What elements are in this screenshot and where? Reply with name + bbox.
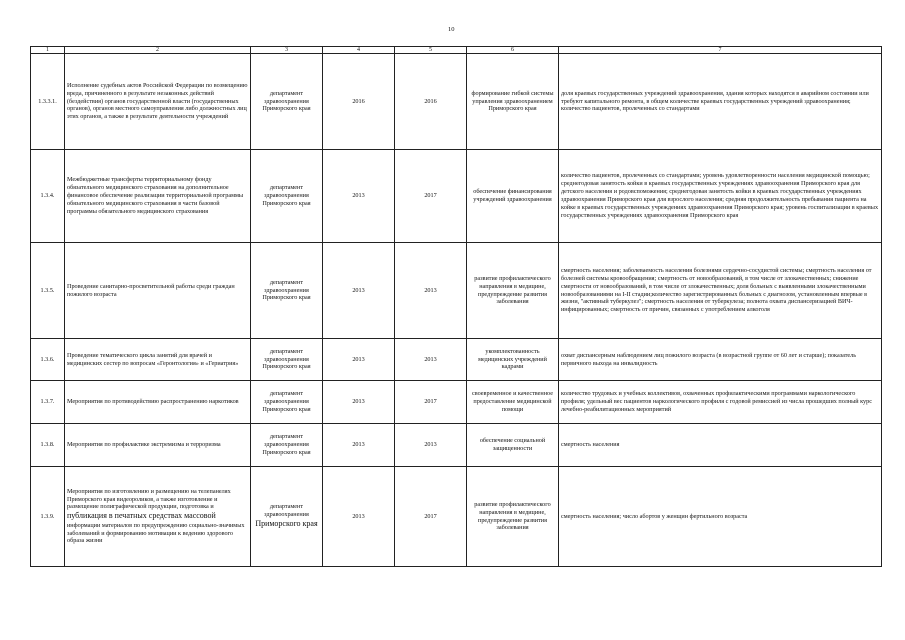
row-number: 1.3.6. bbox=[31, 339, 65, 381]
header-cell: 1 bbox=[31, 47, 65, 54]
measure-name: Проведение санитарно-просветительной работы среди граждан пожилого возраста bbox=[65, 243, 251, 339]
executor: департамент здравоохранения Приморского края bbox=[251, 54, 323, 150]
table-row bbox=[31, 243, 882, 339]
expected-result: укомплектованность медицинских учреждений кадрами bbox=[467, 339, 559, 381]
table-row bbox=[31, 339, 882, 381]
expected-result: развитие профилактического направления в медицине, предупреждение развития заболевания bbox=[467, 243, 559, 339]
indicators: количество трудовых и учебных коллективов, охваченных профилактическими программами наркологического профиля; удельный вес пациентов наркологического профиля с годовой ремиссией из числа прошедших полный курс лечебно-реабилитационных мероприятий bbox=[559, 381, 882, 424]
row-number: 1.3.9. bbox=[31, 467, 65, 567]
expected-result: обеспечение социальной защищенности bbox=[467, 424, 559, 467]
table-row bbox=[31, 381, 882, 424]
executor-part: Приморского края bbox=[255, 519, 318, 529]
header-cell: 2 bbox=[65, 47, 251, 54]
executor bbox=[251, 467, 323, 567]
end-year: 2017 bbox=[395, 381, 467, 424]
executor: департамент здравоохранения Приморского края bbox=[251, 424, 323, 467]
row-number: 1.3.5. bbox=[31, 243, 65, 339]
end-year: 2013 bbox=[395, 339, 467, 381]
row-number: 1.3.7. bbox=[31, 381, 65, 424]
indicators: охват диспансерным наблюдением лиц пожилого возраста (в возрастной группе от 60 лет и старше); показатель первичного выхода на инвалидность bbox=[559, 339, 882, 381]
start-year: 2013 bbox=[323, 339, 395, 381]
indicators: смертность населения; заболеваемость населения болезнями сердечно-сосудистой системы; смертность населения от болезней системы кровообращения; смертность от новообразований, в том числе от злокачественных; снижение смертности от новообразований, в том числе от злокачественных; доля больных с выявленными злокачественными новообразованиями на I-II стадии;количество зарегистрированных больных с диагнозом, установленным впервые в жизни, "активный туберкулез"; смертность населения от туберкулеза; полнота охвата диспансеризацией ВИЧ-инфицированных; смертность от причин, связанных с употреблением алкоголя bbox=[559, 243, 882, 339]
start-year: 2013 bbox=[323, 243, 395, 339]
measures-table bbox=[30, 46, 882, 567]
header-row bbox=[31, 47, 882, 54]
header-cell: 4 bbox=[323, 47, 395, 54]
start-year: 2016 bbox=[323, 54, 395, 150]
header-cell: 5 bbox=[395, 47, 467, 54]
measure-name: Межбюджетные трансферты территориальному фонду обязательного медицинского страхования на дополнительное финансовое обеспечение реализации территориальной программы обязательного медицинского страхования в части базовой программы обязательного медицинского страхования bbox=[65, 150, 251, 243]
page-number: 10 bbox=[448, 26, 455, 33]
executor: департамент здравоохранения Приморского края bbox=[251, 381, 323, 424]
row-number: 1.3.8. bbox=[31, 424, 65, 467]
measure-name-part: публикация в печатных средствах массовой bbox=[67, 511, 216, 521]
indicators: смертность населения bbox=[559, 424, 882, 467]
header-cell: 7 bbox=[559, 47, 882, 54]
indicators: смертность населения; число абортов у женщин фертильного возраста bbox=[559, 467, 882, 567]
expected-result: развитие профилактического направления в медицине, предупреждение развития заболевания bbox=[467, 467, 559, 567]
indicators: количество пациентов, пролеченных со стандартами; уровень удовлетворенности населения медицинской помощью; среднегодовая занятость койки в краевых государственных учреждениях здравоохранения Приморского края для детского населения и родовспоможения; среднегодовая занятость койки в краевых государственных учреждениях здравоохранения Приморского края для взрослого населения; средняя продолжительность пребывания пациента на койке в краевых государственных учреждениях здравоохранения Приморского края; уровень госпитализации в краевых государственных учреждениях здравоохранения Приморского края bbox=[559, 150, 882, 243]
start-year: 2013 bbox=[323, 424, 395, 467]
measure-name: Исполнение судебных актов Российской Федерации по возмещению вреда, причиненного в результате незаконных действий (бездействия) органов государственной власти (государственных органов), органов местного самоуправления либо должностных лиц этих органов, а также в результате деятельности учреждений bbox=[65, 54, 251, 150]
table-row bbox=[31, 467, 882, 567]
executor: департамент здравоохранения Приморского края bbox=[251, 339, 323, 381]
measure-name bbox=[65, 467, 251, 567]
measure-name: Проведение тематического цикла занятий для врачей и медицинских сестер по вопросам «Геронтология» и «Гериатрия» bbox=[65, 339, 251, 381]
expected-result: своевременное и качественное предоставление медицинской помощи bbox=[467, 381, 559, 424]
table-row bbox=[31, 150, 882, 243]
table-row bbox=[31, 54, 882, 150]
table-row bbox=[31, 424, 882, 467]
header-cell: 3 bbox=[251, 47, 323, 54]
row-number: 1.3.4. bbox=[31, 150, 65, 243]
measure-name-part: Мероприятия по изготовлению и размещению на телепанелях Приморского края видеороликов, а также изготовление и размещение полиграфической продукции, подготовка и bbox=[67, 487, 231, 511]
measure-name: Мероприятия по профилактике экстремизма и терроризма bbox=[65, 424, 251, 467]
expected-result: обеспечение финансирования учреждений здравоохранения bbox=[467, 150, 559, 243]
expected-result: формирование гибкой системы управления здравоохранением Приморского края bbox=[467, 54, 559, 150]
end-year: 2017 bbox=[395, 467, 467, 567]
end-year: 2013 bbox=[395, 424, 467, 467]
measure-name: Мероприятия по противодействию распространению наркотиков bbox=[65, 381, 251, 424]
end-year: 2013 bbox=[395, 243, 467, 339]
start-year: 2013 bbox=[323, 381, 395, 424]
start-year: 2013 bbox=[323, 150, 395, 243]
header-cell: 6 bbox=[467, 47, 559, 54]
end-year: 2016 bbox=[395, 54, 467, 150]
executor: департамент здравоохранения Приморского края bbox=[251, 243, 323, 339]
measure-name-part: информации материалов по предупреждению социально-значимых заболеваний и формированию мотивации к ведению здорового образа жизни bbox=[67, 521, 245, 545]
executor: департамент здравоохранения Приморского края bbox=[251, 150, 323, 243]
executor-part: департамент здравоохранения bbox=[264, 503, 309, 519]
start-year: 2013 bbox=[323, 467, 395, 567]
row-number: 1.3.3.1. bbox=[31, 54, 65, 150]
indicators: доля краевых государственных учреждений здравоохранения, здания которых находятся в аварийном состоянии или требуют капитального ремонта, в общем количестве краевых государственных учреждений здравоохранения; количество пациентов, пролеченных со стандартами bbox=[559, 54, 882, 150]
end-year: 2017 bbox=[395, 150, 467, 243]
